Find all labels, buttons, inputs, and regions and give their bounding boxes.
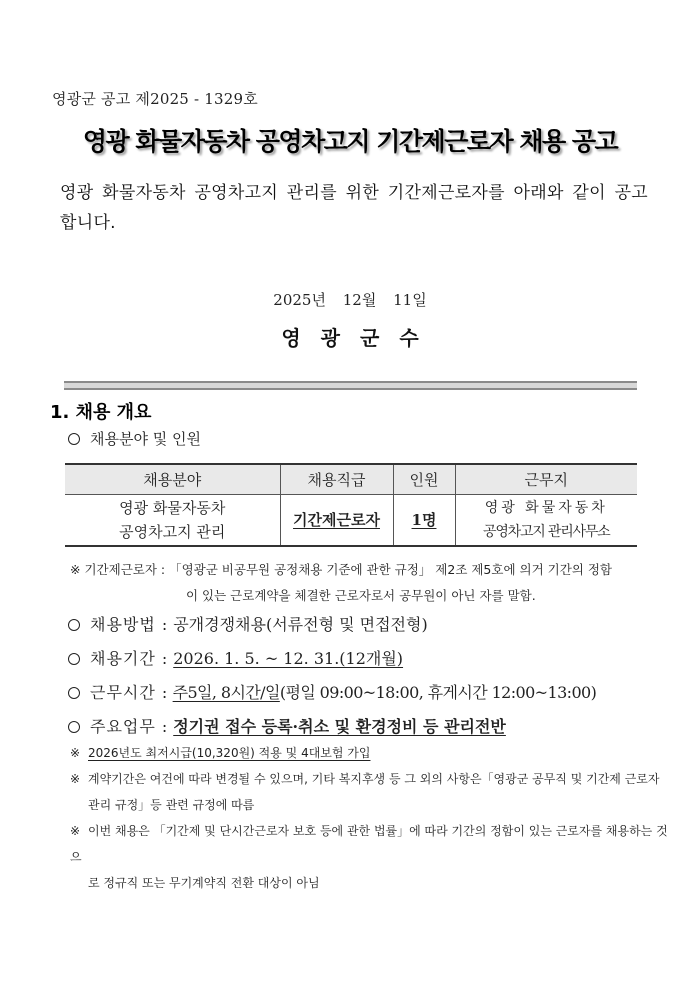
item-value-rest: (평일 09:00~18:00, 휴게시간 12:00~13:00) [279, 683, 597, 702]
header-count: 인원 [393, 464, 455, 495]
note-minimum-wage [70, 740, 670, 766]
item-label: 주요업무 [90, 717, 156, 736]
workplace-line-2: 공영차고지 관리사무소 [483, 524, 610, 540]
reference-mark-icon: ※ [70, 562, 81, 577]
definition-note [70, 557, 670, 609]
note-text-2: 로 정규직 또는 무기계약직 전환 대상이 아님 [88, 876, 320, 890]
announcement-date [0, 289, 700, 310]
workplace-line-1: 영광 화물자동차 [484, 500, 608, 516]
reference-mark-icon: ※ [70, 746, 81, 760]
double-divider [64, 381, 637, 390]
definition-label: 기간제근로자 : [84, 562, 166, 577]
notice-number: 영광군 공고 제2025 - 1329호 [52, 90, 258, 108]
cell-field [65, 495, 280, 547]
intro-paragraph: 영광 화물자동차 공영차고지 관리를 위한 기간제근로자를 아래와 같이 공고합니다. [60, 183, 649, 233]
item-label: 근무시간 [90, 683, 156, 702]
item-value-underlined: 주5일, 8시간/일 [172, 683, 280, 702]
item-label: 채용기간 [90, 649, 156, 668]
circle-bullet-icon [68, 433, 80, 445]
page-title: 영광 화물자동차 공영차고지 기간제근로자 채용 공고 [82, 127, 618, 156]
note-employment-type [70, 818, 670, 896]
item-method: 채용방법 : 공개경쟁채용(서류전형 및 면접전형) [68, 612, 428, 635]
issuer-name: 영광군수 [281, 326, 439, 350]
recruitment-table [65, 463, 637, 547]
subheading-recruit-field [68, 428, 201, 449]
cell-count [393, 495, 455, 547]
item-period: 채용기간 : 2026. 1. 5. ~ 12. 31.(12개월) [68, 646, 403, 669]
note-text-1: 계약기간은 여건에 따라 변경될 수 있으며, 기타 복지후생 등 그 외의 사항은「영광군 공무직 및 기간제 근로자 [88, 772, 660, 786]
header-rank: 채용직급 [280, 464, 393, 495]
circle-bullet-icon [68, 687, 80, 699]
cell-workplace [455, 495, 637, 547]
note-text: 2026년도 최저시급(10,320원) 적용 및 4대보험 가입 [88, 746, 371, 760]
item-hours: 근무시간 : 주5일, 8시간/일(평일 09:00~18:00, 휴게시간 12:00~13:00) [68, 680, 596, 703]
definition-text-1: 「영광군 비공무원 공정채용 기준에 관한 규정」 제2조 제5호에 의거 기간의 정함 [169, 562, 612, 577]
count-value: 1명 [411, 511, 437, 529]
field-line-2: 공영차고지 관리 [119, 523, 226, 541]
date-day: 11일 [393, 291, 427, 309]
date-year: 2025년 [273, 291, 326, 309]
definition-text-2: 이 있는 근로계약을 체결한 근로자로서 공무원이 아닌 자를 말함. [186, 588, 536, 603]
field-line-1: 영광 화물자동차 [119, 499, 226, 517]
note-contract-period [70, 766, 670, 818]
cell-rank [280, 495, 393, 547]
header-workplace: 근무지 [455, 464, 637, 495]
item-duties: 주요업무 : 정기권 접수 등록·취소 및 환경정비 등 관리전반 [68, 714, 506, 737]
header-field: 채용분야 [65, 464, 280, 495]
rank-value: 기간제근로자 [293, 511, 380, 529]
note-text-1: 이번 채용은 「기간제 및 단시간근로자 보호 등에 관한 법률」에 따라 기간의 정함이 있는 근로자를 채용하는 것으 [70, 824, 668, 864]
section-title: 1. 채용 개요 [50, 402, 152, 423]
circle-bullet-icon [68, 619, 80, 631]
circle-bullet-icon [68, 721, 80, 733]
table-header-row [65, 464, 637, 495]
reference-mark-icon: ※ [70, 772, 81, 786]
definition-line-1 [70, 557, 670, 583]
circle-bullet-icon [68, 653, 80, 665]
item-value: 공개경쟁채용(서류전형 및 면접전형) [173, 615, 428, 634]
item-value: 정기권 접수 등록·취소 및 환경정비 등 관리전반 [173, 717, 506, 736]
item-label: 채용방법 [90, 615, 156, 634]
subheading-text: 채용분야 및 인원 [90, 430, 201, 448]
table-row [65, 495, 637, 547]
date-month: 12월 [342, 291, 377, 309]
item-value: 2026. 1. 5. ~ 12. 31.(12개월) [173, 649, 404, 668]
reference-mark-icon: ※ [70, 824, 81, 838]
note-text-2: 관리 규정」등 관련 규정에 따름 [88, 798, 255, 812]
